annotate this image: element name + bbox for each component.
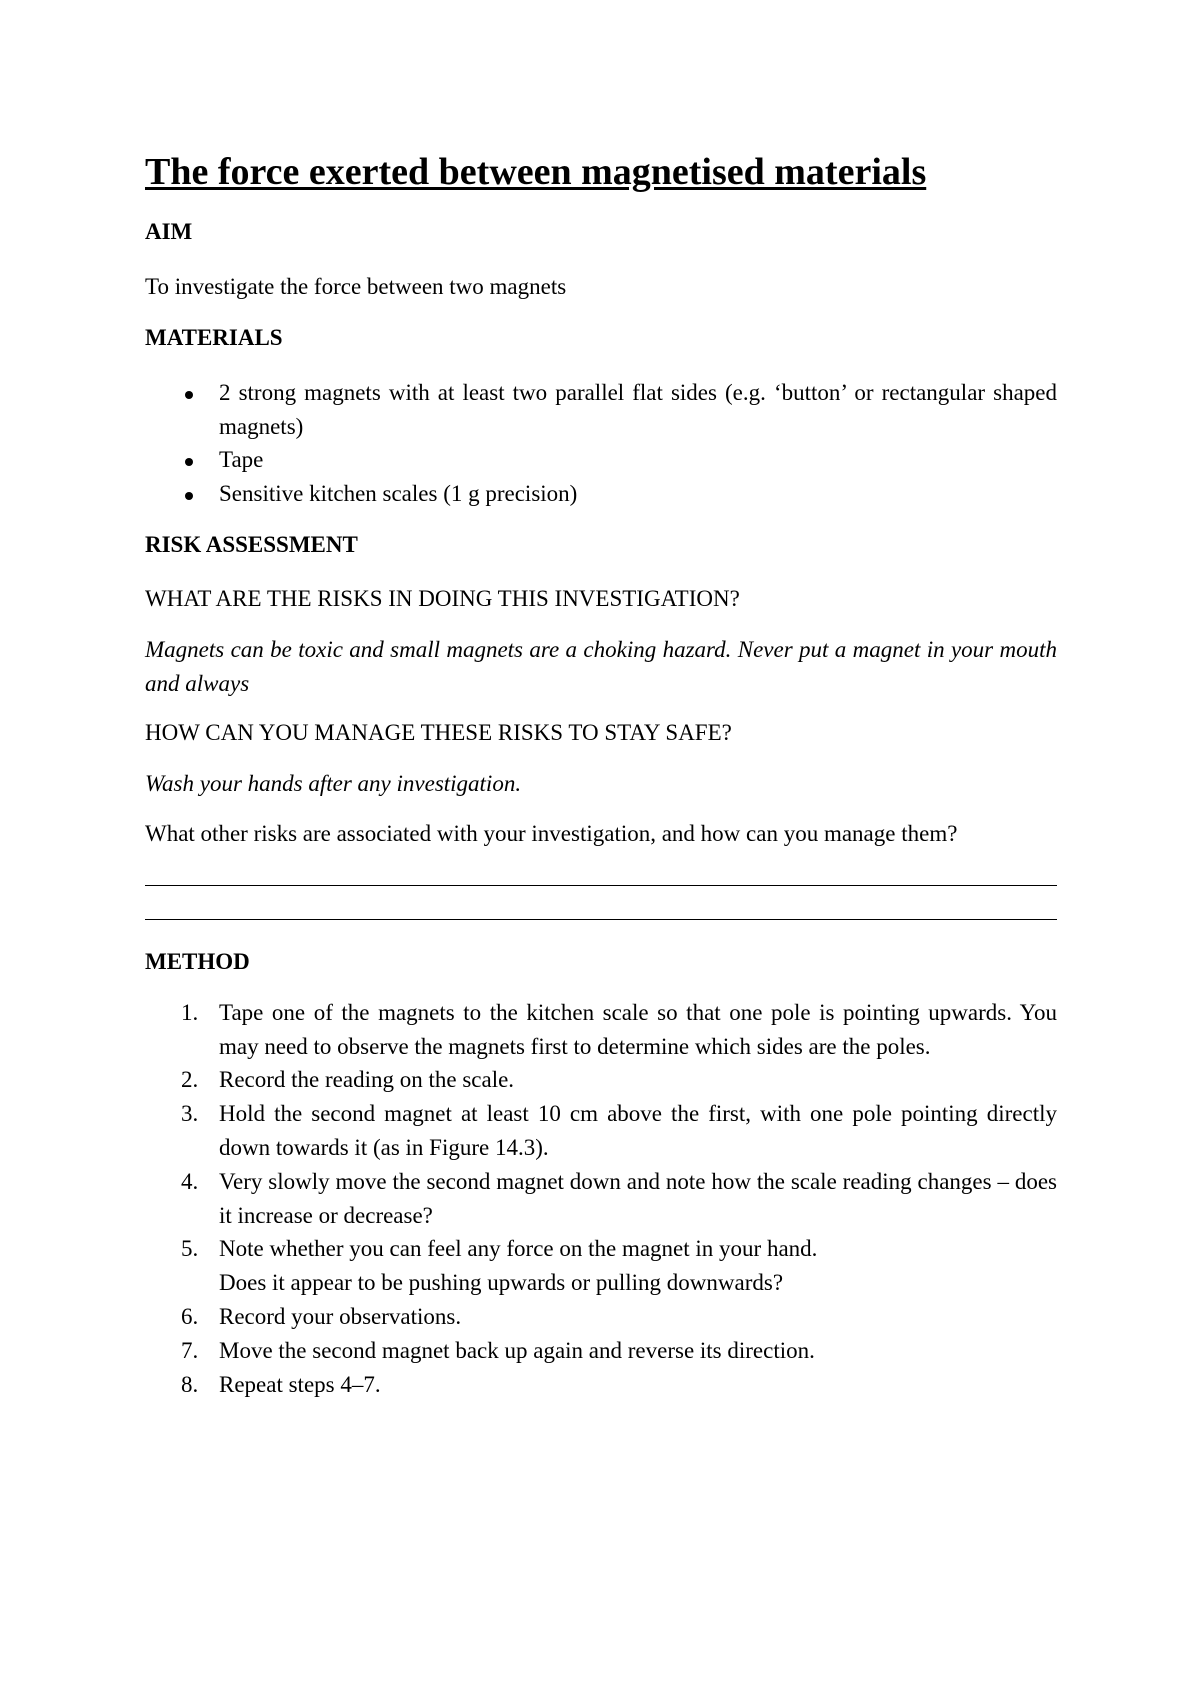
answer-line[interactable] bbox=[145, 885, 1057, 886]
risk-assessment-heading: RISK ASSESSMENT bbox=[145, 531, 358, 557]
method-heading: METHOD bbox=[145, 948, 250, 974]
worksheet-page bbox=[145, 150, 1057, 1401]
method-step: 5. Note whether you can feel any force on the magnet in your hand. Does it appear to be pushing upwards or pulling downwards? bbox=[181, 1236, 818, 1296]
bullet-icon bbox=[185, 391, 193, 399]
risk-question-1: WHAT ARE THE RISKS IN DOING THIS INVESTIGATION? bbox=[145, 586, 740, 612]
method-step: 7. Move the second magnet back up again and reverse its direction. bbox=[181, 1337, 815, 1363]
risk-question-2: HOW CAN YOU MANAGE THESE RISKS TO STAY SAFE? bbox=[145, 719, 732, 745]
method-step: 4. Very slowly move the second magnet down and note how the scale reading changes – does it increase or decrease? bbox=[181, 1168, 1057, 1228]
risk-prompt: What other risks are associated with your investigation, and how can you manage them? bbox=[145, 820, 958, 846]
materials-item: Tape bbox=[145, 443, 1057, 477]
risk-answer-2: Wash your hands after any investigation. bbox=[145, 771, 522, 797]
method-steps bbox=[145, 996, 1057, 1402]
bullet-icon bbox=[185, 458, 193, 466]
method-step: 8. Repeat steps 4–7. bbox=[181, 1371, 381, 1397]
method-step: 2. Record the reading on the scale. bbox=[181, 1067, 515, 1093]
method-step: 3. Hold the second magnet at least 10 cm above the first, with one pole pointing directly down towards it (as in Figure 14.3). bbox=[181, 1101, 1057, 1161]
risk-answer-1: Magnets can be toxic and small magnets are a choking hazard. Never put a magnet in your mouth and always bbox=[145, 637, 1057, 697]
materials-item: Sensitive kitchen scales (1 g precision) bbox=[145, 477, 1057, 511]
materials-list bbox=[145, 376, 1057, 511]
page-title: The force exerted between magnetised materials bbox=[145, 151, 927, 193]
method-step: 6. Record your observations. bbox=[181, 1304, 462, 1330]
method-step: 1. Tape one of the magnets to the kitchen scale so that one pole is pointing upwards. You may need to observe the magnets first to determine which sides are the poles. bbox=[181, 999, 1057, 1059]
aim-text: To investigate the force between two magnets bbox=[145, 273, 567, 299]
materials-heading: MATERIALS bbox=[145, 324, 283, 350]
bullet-icon bbox=[185, 492, 193, 500]
materials-item: 2 strong magnets with at least two parallel flat sides (e.g. ‘button’ or rectangular shaped magnets) bbox=[145, 376, 1057, 444]
answer-line[interactable] bbox=[145, 919, 1057, 920]
aim-heading: AIM bbox=[145, 218, 193, 244]
